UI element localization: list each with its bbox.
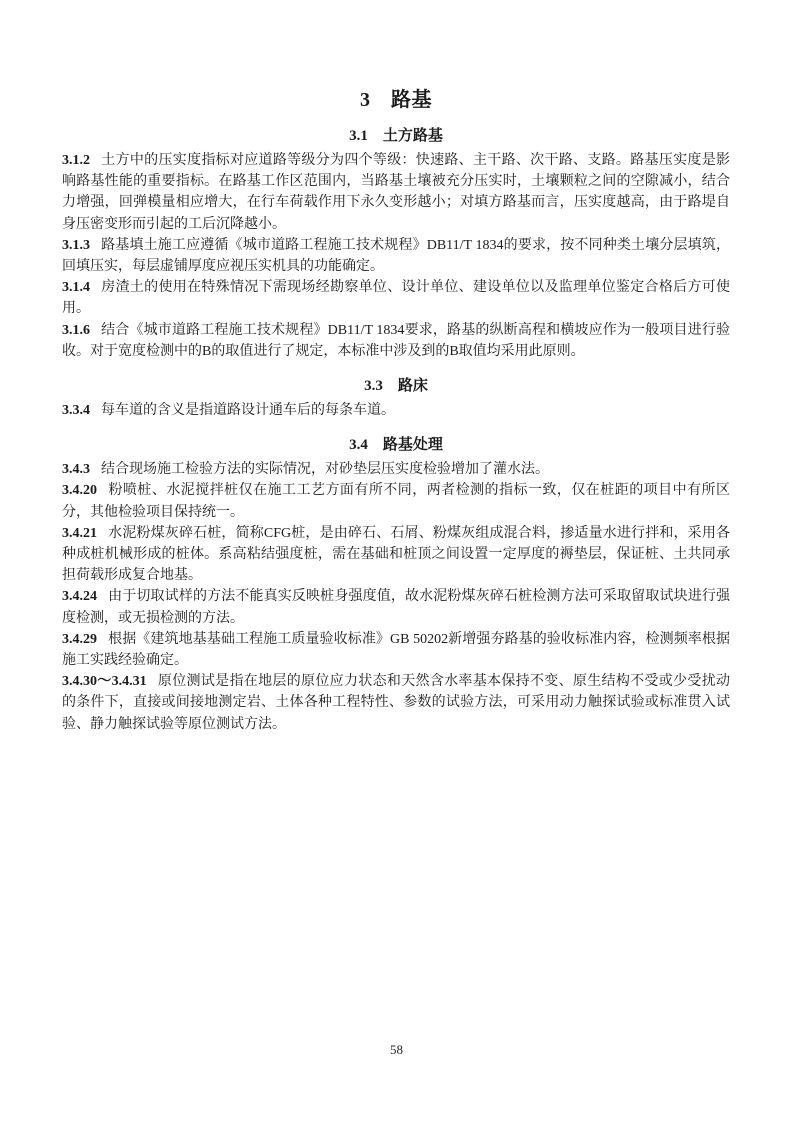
clause-number: 3.1.6 <box>62 322 90 338</box>
page-title: 3 路基 <box>360 89 432 111</box>
clause-number: 3.3.4 <box>62 403 90 419</box>
clause-text: 原位测试是指在地层的原位应力状态和天然含水率基本保持不变、原生结构不受或少受扰动的条件下，直接或间接地测定岩、土体各种工程特性、参数的试验方法，可采用动力触探试验或标准贯入试验、静力触探试验等原位测试方法。 <box>62 674 731 732</box>
clause-text: 每车道的含义是指道路设计通车后的每条车道。 <box>101 403 395 419</box>
clause-text: 结合现场施工检验方法的实际情况，对砂垫层压实度检验增加了灌水法。 <box>101 462 549 478</box>
page-number: 58 <box>390 1042 403 1057</box>
clause-text: 水泥粉煤灰碎石桩，简称CFG桩，是由碎石、石屑、粉煤灰组成混合料，掺适量水进行拌和，采用各种成桩机械形成的桩体。系高粘结强度桩，需在基础和桩顶之间设置一定厚度的褥垫层，保证桩、土共同承担荷载形成复合地基。 <box>62 525 730 584</box>
clause-number: 3.4.21 <box>62 525 97 541</box>
clause-3-1-3 <box>62 235 730 277</box>
clause-3-1-4 <box>62 277 730 319</box>
clause-text: 路基填土施工应遵循《城市道路工程施工技术规程》DB11/T 1834的要求，按不同种类土壤分层填筑，回填压实，每层虚铺厚度应视压实机具的功能确定。 <box>62 237 730 275</box>
clause-text: 房渣土的使用在特殊情况下需现场经勘察单位、设计单位、建设单位以及监理单位鉴定合格后方可使用。 <box>62 280 730 317</box>
clause-number: 3.1.3 <box>62 237 90 253</box>
section-subgrade-treatment <box>62 435 730 735</box>
clause-3-1-6 <box>62 320 730 362</box>
clause-text: 粉喷桩、水泥搅拌桩仅在施工工艺方面有所不同，两者检测的指标一致，仅在桩距的项目中有所区分，其他检验项目保持统一。 <box>62 483 730 520</box>
clause-3-4-24 <box>62 586 730 628</box>
clause-text: 根据《建筑地基基础工程施工质量验收标准》GB 50202新增强夯路基的验收标准内容，检测频率根据施工实践经验确定。 <box>62 631 730 669</box>
section-earthwork-subgrade <box>62 126 730 362</box>
clause-3-4-29 <box>62 629 730 671</box>
document-page-content <box>62 87 730 735</box>
clause-number: 3.4.20 <box>62 483 97 499</box>
section-heading-3-4: 3.4 路基处理 <box>349 437 443 454</box>
clause-number: 3.4.3 <box>62 462 90 478</box>
section-roadbed <box>62 376 730 421</box>
clause-3-3-4 <box>62 400 730 421</box>
clause-3-4-30-31 <box>62 671 730 735</box>
clause-text: 结合《城市道路工程施工技术规程》DB11/T 1834要求，路基的纵断高程和横坡应作为一般项目进行验收。对于宽度检测中的B的取值进行了规定，本标准中涉及到的B取值均采用此原则。 <box>62 322 730 359</box>
section-heading-3-3: 3.3 路床 <box>364 378 428 395</box>
clause-text: 由于切取试样的方法不能真实反映桩身强度值，故水泥粉煤灰碎石桩检测方法可采取留取试块进行强度检测，或无损检测的方法。 <box>62 589 730 626</box>
clause-3-4-3 <box>62 459 730 480</box>
clause-number: 3.1.4 <box>62 280 90 296</box>
clause-number: 3.1.2 <box>62 153 90 168</box>
clause-number: 3.4.29 <box>62 631 97 647</box>
clause-number: 3.4.24 <box>62 589 97 605</box>
clause-number: 3.4.30～3.4.31 <box>62 674 147 690</box>
section-heading-3-1: 3.1 土方路基 <box>349 128 443 144</box>
clause-3-4-21 <box>62 523 730 587</box>
clause-text: 土方中的压实度指标对应道路等级分为四个等级：快速路、主干路、次干路、支路。路基压实度是影响路基性能的重要指标。在路基工作区范围内，当路基土壤被充分压实时，土壤颗粒之间的空隙减小，结合力增强，回弹模量相应增大，在行车荷载作用下永久变形越小；对填方路基而言，压实度越高，由于路堤自身压密变形而引起的工后沉降越小。 <box>62 153 730 232</box>
clause-3-1-2 <box>62 150 730 235</box>
clause-3-4-20 <box>62 480 730 522</box>
